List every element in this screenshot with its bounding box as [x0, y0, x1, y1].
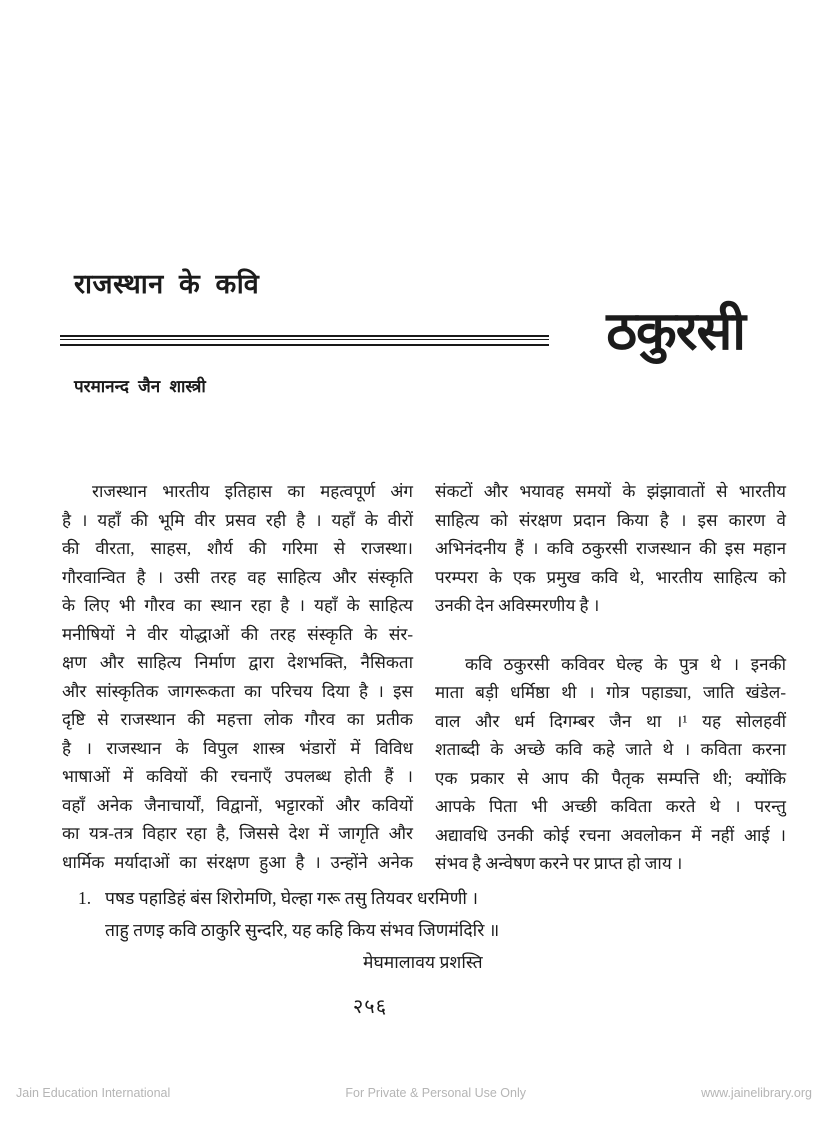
paragraph-1-continued [435, 478, 786, 621]
page-number: २५६ [352, 996, 388, 1018]
footer-website: www.jainelibrary.org [701, 1086, 812, 1100]
text-line: की वीरता, साहस, शौर्य की गरिमा से राजस्था। [62, 539, 413, 558]
article-title: ठकुरसी [606, 301, 745, 362]
text-line: मनीषियों ने वीर योद्धाओं की तरह संस्कृति के संर- [62, 624, 413, 644]
text-line: क्षण और साहित्य निर्माण द्वारा देशभक्ति, नैसिकता [62, 653, 413, 672]
text-line: है । यहाँ की भूमि वीर प्रसव रही है । यहाँ के वीरों [62, 510, 413, 530]
text-line: साहित्य को संरक्षण प्रदान किया है । इस कारण वे [435, 510, 786, 530]
footnote [78, 882, 638, 978]
text-line: अभिनंदनीय हैं । कवि ठकुरसी राजस्थान की इस महान [435, 539, 786, 558]
scan-footer [16, 1086, 812, 1100]
text-line: गौरवान्वित है । उसी तरह वह साहित्य और संस्कृति [62, 567, 413, 587]
footnote-attribution: मेघमालावय प्रशस्ति [363, 952, 483, 972]
text-line: धार्मिक मर्यादाओं का संरक्षण हुआ है । उन्होंने अनेक [62, 852, 413, 872]
text-line: राजस्थान भारतीय इतिहास का महत्वपूर्ण अंग [92, 482, 413, 501]
footer-usage-notice: For Private & Personal Use Only [345, 1086, 526, 1100]
text-line: संभव है अन्वेषण करने पर प्राप्त हो जाय । [435, 854, 683, 873]
footnote-row [78, 882, 638, 978]
text-line: का यत्र-तत्र विहार रहा है, जिससे देश में जागृति और [62, 824, 413, 843]
text-line: माता बड़ी धर्मिष्ठा थी । गोत्र पहाड्या, जाति खंडेल- [435, 683, 786, 702]
text-line: है । राजस्थान के विपुल शास्त्र भंडारों में विविध [62, 738, 413, 758]
text-line: कवि ठकुरसी कविवर घेल्ह के पुत्र थे । इनकी [465, 654, 786, 674]
text-line: के लिए भी गौरव का स्थान रहा है । यहाँ के साहित्य [62, 596, 413, 615]
text-line: अद्यावधि उनकी कोई रचना अवलोकन में नहीं आई । [435, 825, 786, 845]
text-line: परम्परा के एक प्रमुख कवि थे, भारतीय साहित्य को [435, 567, 786, 587]
paragraph-1 [62, 478, 413, 877]
text-line: और सांस्कृतिक जागरूकता का परिचय दिया है । इस [62, 681, 413, 701]
left-column [62, 478, 413, 879]
text-line: उनकी देन अविस्मरणीय है । [435, 596, 600, 615]
text-line: वहाँ अनेक जैनाचार्यों, विद्वानों, भट्टारकों और कवियों [62, 795, 413, 815]
text-line: संकटों और भयावह समयों के झंझावातों से भारतीय [435, 482, 786, 501]
footnote-verse-line-2: ताहु तणइ कवि ठाकुरि सुन्दरि, यह कहि किय संभव जिणमंदिरि ॥ [105, 920, 500, 940]
text-line: वाल और धर्म दिगम्बर जैन था ।¹ यह सोलहवीं [435, 711, 786, 731]
footnote-body [105, 882, 499, 978]
footnote-marker: 1. [78, 888, 92, 908]
double-rule [60, 335, 549, 348]
text-line: शताब्दी के अच्छे कवि कहे जाते थे । कविता करना [435, 740, 786, 759]
text-line: आपके पिता भी अच्छी कविता करते थे । परन्तु [435, 797, 786, 816]
title-row [60, 303, 745, 371]
author-name: परमानन्द जैन शास्त्री [74, 377, 206, 396]
series-heading: राजस्थान के कवि [74, 269, 260, 299]
footnote-verse-line-1: पषड पहाडिहं बंस शिरोमणि, घेल्हा गरू तसु तियवर धरमिणी । [105, 888, 478, 908]
article-body [62, 478, 786, 879]
text-line: दृष्टि से राजस्थान की महत्ता लोक गौरव का प्रतीक [62, 710, 413, 729]
footer-publisher: Jain Education International [16, 1086, 171, 1100]
text-line: एक प्रकार से आप की पैतृक सम्पत्ति थी; क्योंकि [435, 768, 786, 788]
right-column [435, 478, 786, 879]
text-line: भाषाओं में कवियों की रचनाएँ उपलब्ध होती हैं । [62, 767, 413, 786]
paragraph-2 [435, 651, 786, 879]
